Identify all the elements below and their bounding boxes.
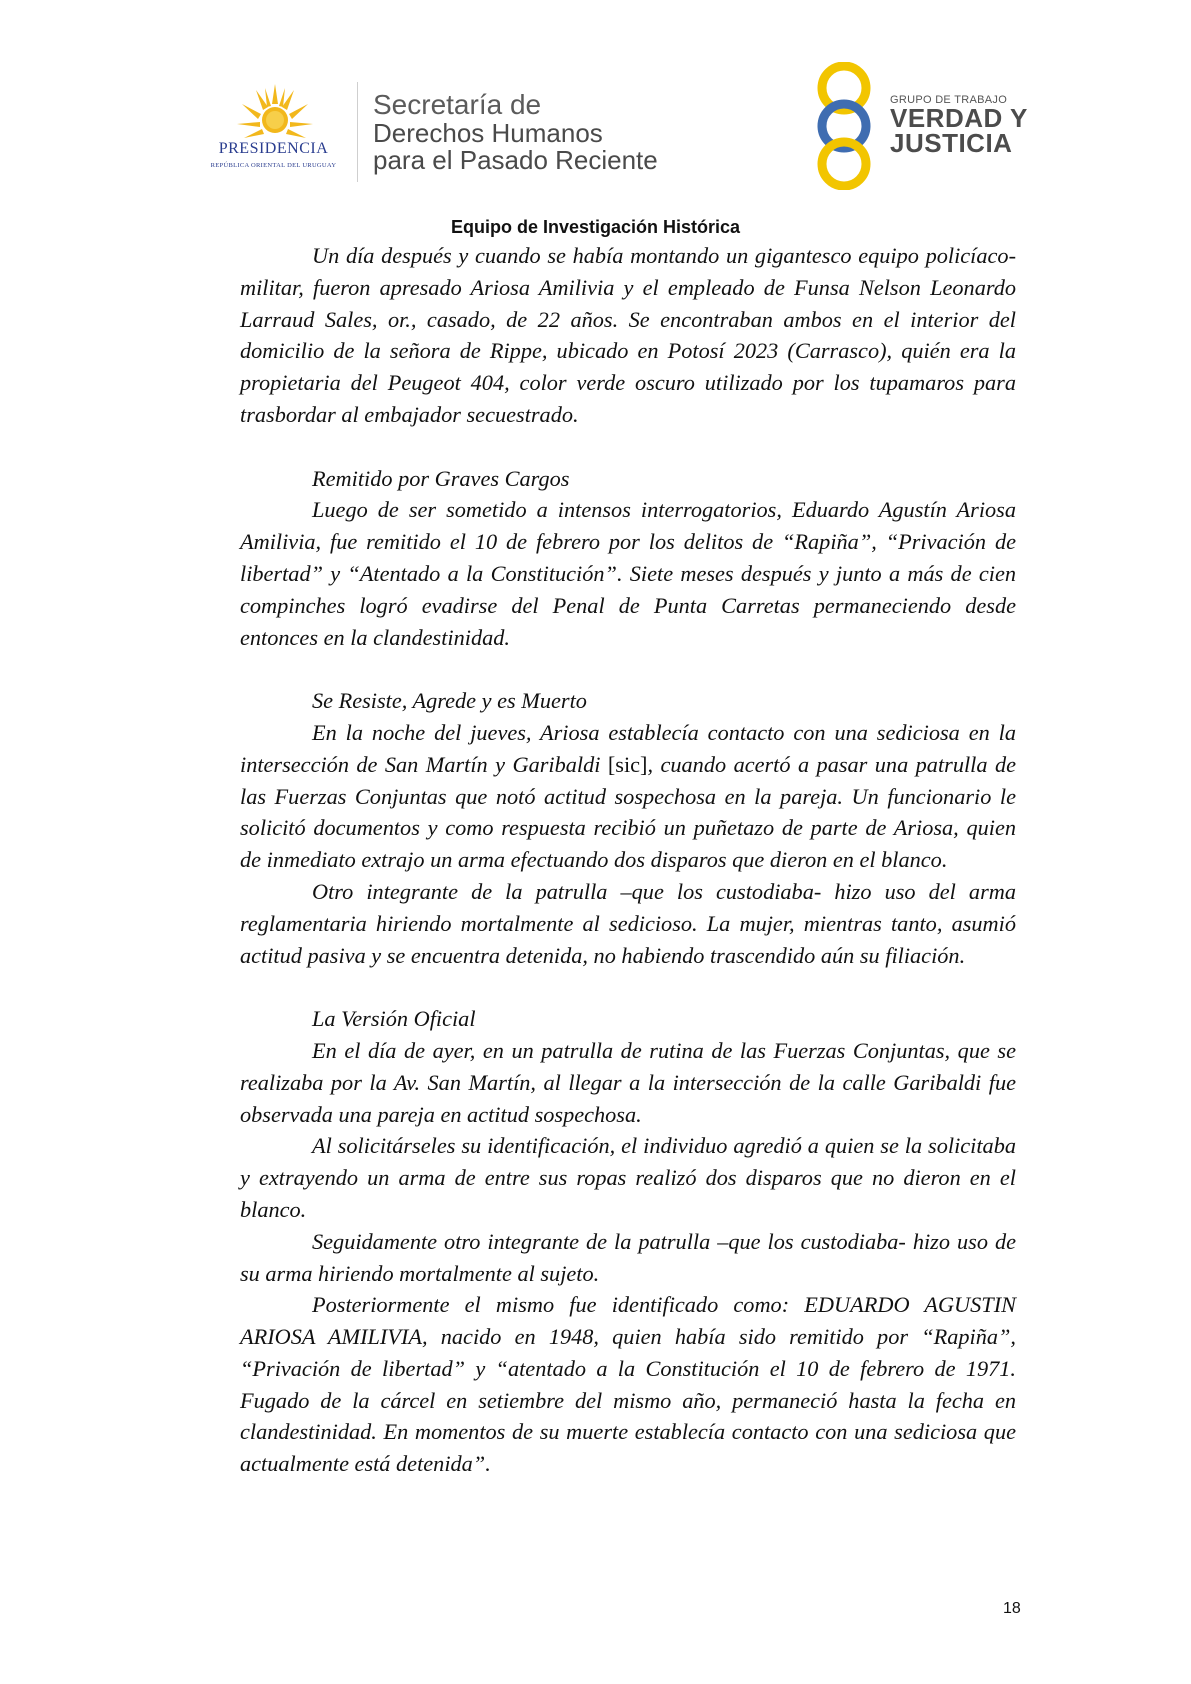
paragraph-2: Luego de ser sometido a intensos interrogatorios, Eduardo Agustín Ariosa Amilivia, fue remitido el 10 de febrero por los delitos de “Rapiña”, “Privación de libertad” y “Atentado a la Constitución”. Siete meses después y junto a más de cien compinches logró evadirse del Penal de Punta Carretas permaneciendo desde entonces en la clandestinidad.: [240, 497, 1016, 650]
paragraph-3: [240, 717, 1016, 876]
document-body: [240, 240, 1016, 1480]
paragraph-3-part-b: , cuando acertó a pasar una patrulla de las Fuerzas Conjuntas que notó actitud sospechosa en la pareja. Un funcionario le solicitó documentos y como respuesta recibió un puñetazo de parte de Ariosa, quien de inmediato extrajo un arma efectuando dos disparos que dieron en el blanco.: [240, 751, 1016, 873]
verdad-justicia-text: [890, 94, 1028, 156]
secretaria-line-2: Derechos Humanos: [373, 118, 603, 148]
justicia-label: JUSTICIA: [890, 128, 1013, 158]
paragraph-8: Posteriormente el mismo fue identificado como: EDUARDO AGUSTIN ARIOSA AMILIVIA, nacido en 1948, quien había sido remitido por “Rapiña”, “Privación de libertad” y “atentado a la Constitución el 10 de febrero de 1971. Fugado de la cárcel en setiembre del mismo año, permaneció hasta la fecha en clandestinidad. En momentos de su muerte establecía contacto con una sediciosa que actualmente está detenida”.: [240, 1292, 1016, 1477]
paragraph-6: Al solicitárseles su identificación, el individuo agredió a quien se la solicitaba y extrayendo un arma de entre sus ropas realizó dos disparos que no dieron en el blanco.: [240, 1133, 1016, 1222]
team-title: Equipo de Investigación Histórica: [450, 217, 741, 237]
verdad-y-label: VERDAD Y: [890, 103, 1028, 133]
spacer: [240, 653, 1016, 685]
interlocking-rings-icon: [808, 62, 880, 190]
paragraph-5: En el día de ayer, en un patrulla de rutina de las Fuerzas Conjuntas, que se realizaba por la Av. San Martín, al llegar a la intersección de la calle Garibaldi fue observada una pareja en actitud sospechosa.: [240, 1037, 1016, 1127]
paragraph-1: Un día después y cuando se había montando un gigantesco equipo policíaco-militar, fueron apresado Ariosa Amilivia y el empleado de Funsa Nelson Leonardo Larraud Sales, or., casado, de 22 años. Se encontraban ambos en el interior del domicilio de la señora de Rippe, ubicado en Potosí 2023 (Carrasco), quién era la propietaria del Peugeot 404, color verde oscuro utilizado por los tupamaros para trasbordar al embajador secuestrado.: [240, 243, 1016, 427]
presidencia-logo: [196, 82, 351, 182]
header-divider: [357, 82, 358, 182]
presidencia-title: PRESIDENCIA: [218, 140, 329, 157]
page-number: 18: [1003, 1600, 1021, 1617]
verdad-justicia-logo: [808, 62, 1048, 192]
spacer: [240, 971, 1016, 1003]
sun-emblem-icon: [236, 82, 314, 142]
paragraph-3-part-a: En la noche del jueves, Ariosa establecía contacto con una sediciosa en la intersección de San Martín y Garibaldi: [240, 719, 1016, 777]
section-heading-remitido: Remitido por Graves Cargos: [312, 465, 570, 491]
section-heading-version-oficial: La Versión Oficial: [312, 1006, 476, 1032]
secretaria-line-1: Secretaría de: [373, 89, 542, 120]
grupo-de-trabajo-label: GRUPO DE TRABAJO: [890, 94, 1008, 106]
secretaria-line-3: para el Pasado Reciente: [373, 145, 658, 175]
sic-annotation: [sic]: [607, 751, 648, 777]
spacer: [240, 431, 1016, 463]
paragraph-7: Seguidamente otro integrante de la patrulla –que los custodiaba- hizo uso de su arma hiriendo mortalmente al sujeto.: [240, 1228, 1016, 1286]
presidencia-subtitle: REPÚBLICA ORIENTAL DEL URUGUAY: [210, 162, 337, 169]
section-heading-se-resiste: Se Resiste, Agrede y es Muerto: [312, 688, 587, 714]
page-header: [0, 0, 1191, 200]
secretaria-logo-text: [373, 90, 658, 174]
paragraph-4: Otro integrante de la patrulla –que los custodiaba- hizo uso del arma reglamentaria hiriendo mortalmente al sedicioso. La mujer, mientras tanto, asumió actitud pasiva y se encuentra detenida, no habiendo trascendido aún su filiación.: [240, 878, 1016, 968]
